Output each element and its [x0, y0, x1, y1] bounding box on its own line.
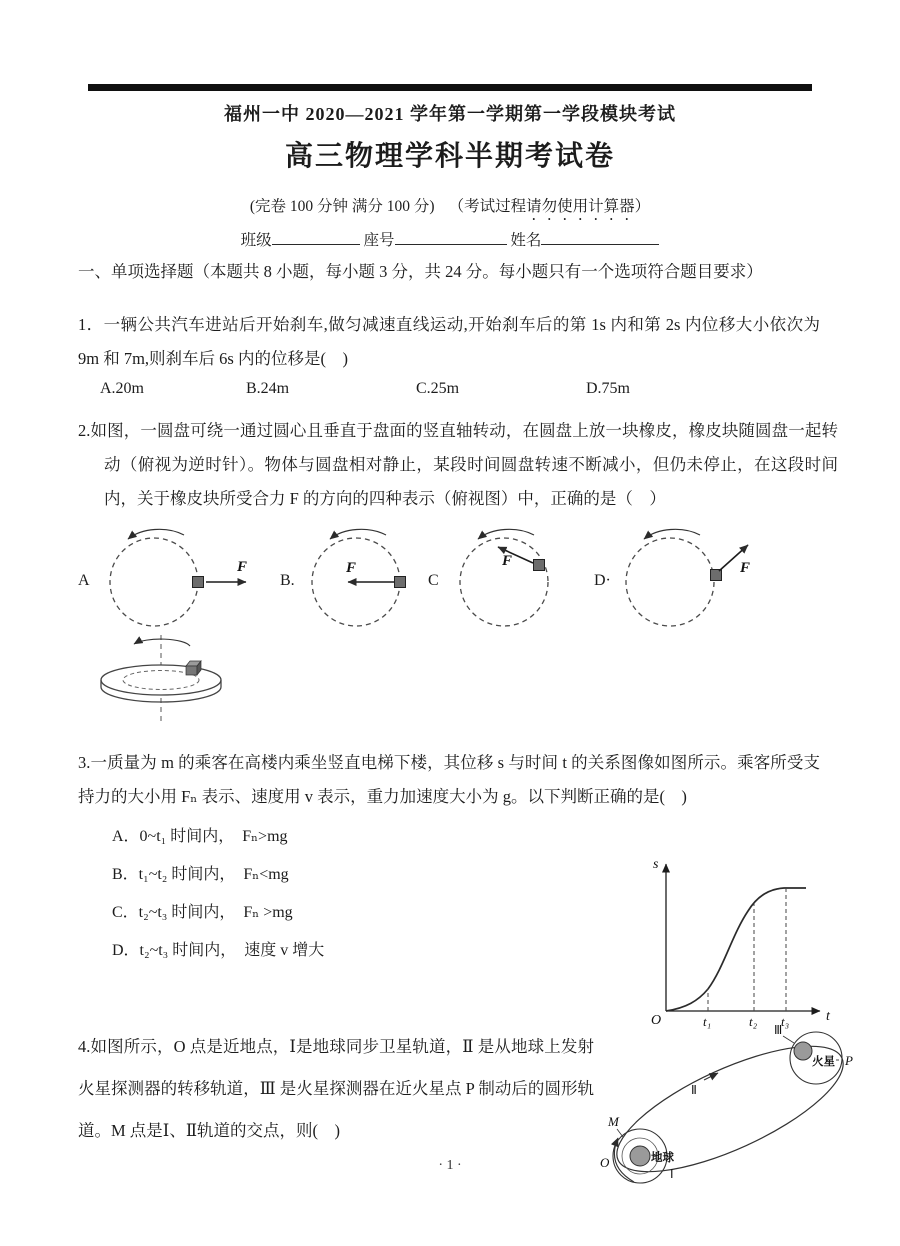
q2-option-c-label: C [428, 572, 439, 589]
q2-option-b-diagram [280, 520, 426, 638]
rotation-path-circle [110, 538, 198, 626]
x-axis-label: t [826, 1009, 830, 1024]
force-label: F [502, 553, 513, 569]
exam-info-line [0, 194, 900, 224]
force-label: F [237, 559, 248, 575]
q1-option-b: B.24m [246, 380, 290, 397]
student-info-line [0, 228, 900, 250]
circle-diagram-b [298, 520, 426, 638]
q2-option-a-diagram [78, 520, 264, 638]
eraser-block [193, 577, 204, 588]
rotation-path-circle [626, 538, 714, 626]
mars-label: 火星 [812, 1056, 835, 1068]
q3-option-a: A．0~t₁ 时间内， Fₙ>mg [112, 828, 288, 845]
force-label: F [740, 560, 751, 576]
orbit-3-label: Ⅲ [774, 1023, 783, 1037]
circle-diagram-a [96, 520, 264, 638]
question-3-options [112, 818, 324, 970]
question-3-text: 3.一质量为 m 的乘客在高楼内乘坐竖直电梯下楼，其位移 s 与时间 t 的关系图像如图所示。乘客所受支持力的大小用 Fₙ 表示、速度用 v 表示，重力加速度大小为 g。以下判断正确的是( ) [78, 753, 820, 806]
t2-tick-label: t₂ [749, 1014, 758, 1029]
notice-emphasized: 请勿使用计算器 [526, 198, 635, 215]
name-label: 姓名 [510, 232, 542, 249]
orbit-1-label: Ⅰ [670, 1167, 674, 1181]
mars [794, 1042, 812, 1060]
eraser-cube-front [186, 666, 197, 675]
top-rule-bar [88, 84, 812, 91]
y-axis-label: s [653, 857, 659, 872]
seat-label: 座号 [363, 232, 395, 249]
t1-tick-label: t₁ [703, 1014, 712, 1029]
q2-option-b-label: B. [280, 572, 295, 589]
exam-title: 高三物理学科半期考试卷 [284, 141, 615, 172]
question-2-diagrams [78, 520, 826, 638]
class-blank [272, 230, 360, 245]
force-label: F [346, 560, 357, 576]
orbit-2-label: Ⅱ [691, 1083, 697, 1097]
rotation-direction-arrow [134, 639, 190, 646]
q3-option-d: D．t₂~t₃ 时间内， 速度 v 增大 [112, 942, 325, 959]
duration-info: (完卷 100 分钟 满分 100 分) [249, 198, 435, 215]
seat-blank [395, 230, 507, 245]
name-blank [541, 230, 659, 245]
class-label: 班级 [240, 232, 272, 249]
q2-option-a-label: A [78, 572, 90, 589]
q1-option-d: D.75m [586, 380, 630, 397]
displacement-time-graph [636, 848, 836, 1030]
point-o-label: O [600, 1155, 610, 1170]
calculator-notice: （考试过程请勿使用计算器） [448, 198, 651, 215]
eraser-block [534, 560, 545, 571]
q1-option-a: A.20m [100, 380, 144, 397]
m-pointer-line [617, 1129, 623, 1137]
q2-disk-figure [86, 632, 246, 731]
question-1-options [100, 380, 820, 398]
section-1-heading: 一、单项选择题（本题共 8 小题，每小题 3 分，共 24 分。每小题只有一个选项符合题目要求） [78, 262, 763, 281]
q3-graph-figure [636, 848, 836, 1035]
point-m-label: M [608, 1114, 619, 1129]
q3-option-b: B．t₁~t₂ 时间内， Fₙ<mg [112, 866, 289, 883]
q2-option-c-diagram [428, 520, 574, 638]
q4-orbit-figure [588, 1020, 880, 1203]
rotation-path-circle [460, 538, 548, 626]
point-p-label: P [845, 1053, 853, 1068]
orbit-3-pointer-line [783, 1036, 794, 1043]
origin-label: O [651, 1013, 662, 1028]
q1-option-c: C.25m [416, 380, 460, 397]
disk-top [101, 665, 221, 695]
earth-label: 地球 [651, 1152, 674, 1164]
q3-option-c: C．t₂~t₃ 时间内， Fₙ >mg [112, 904, 293, 921]
t3-tick-label: t₃ [781, 1014, 790, 1029]
page-number: · 1 · [438, 1158, 462, 1173]
q2-option-d-diagram [594, 520, 762, 638]
circle-diagram-c [446, 520, 574, 638]
eraser-block [395, 577, 406, 588]
question-2-text: 2.如图，一圆盘可绕一通过圆心且垂直于盘面的竖直轴转动，在圆盘上放一块橡皮，橡皮块随圆盘一起转动（俯视为逆时针）。物体与圆盘相对静止，某段时间圆盘转速不断减小，但仍未停止，在这段时间内，关于橡皮块所受合力 F 的方向的四种表示（俯视图）中，正确的是（ ） [78, 421, 838, 508]
rotating-disk-diagram [86, 632, 246, 726]
school-header: 福州一中 2020—2021 学年第一学期第一学段模块考试 [224, 104, 676, 124]
circle-diagram-d [612, 520, 762, 638]
s-t-curve [666, 888, 806, 1011]
question-1-text: 1．一辆公共汽车进站后开始刹车,做匀减速直线运动,开始刹车后的第 1s 内和第 2s 内位移大小依次为 9m 和 7m,则刹车后 6s 内的位移是( ) [78, 315, 820, 368]
question-4-text: 4.如图所示，O 点是近地点，Ⅰ是地球同步卫星轨道，Ⅱ 是从地球上发射火星探测器的转移轨道，Ⅲ 是火星探测器在近火星点 P 制动后的圆形轨道。M 点是Ⅰ、Ⅱ轨道的交点，则( ) [78, 1037, 594, 1140]
q2-option-d-label: D· [594, 572, 611, 589]
